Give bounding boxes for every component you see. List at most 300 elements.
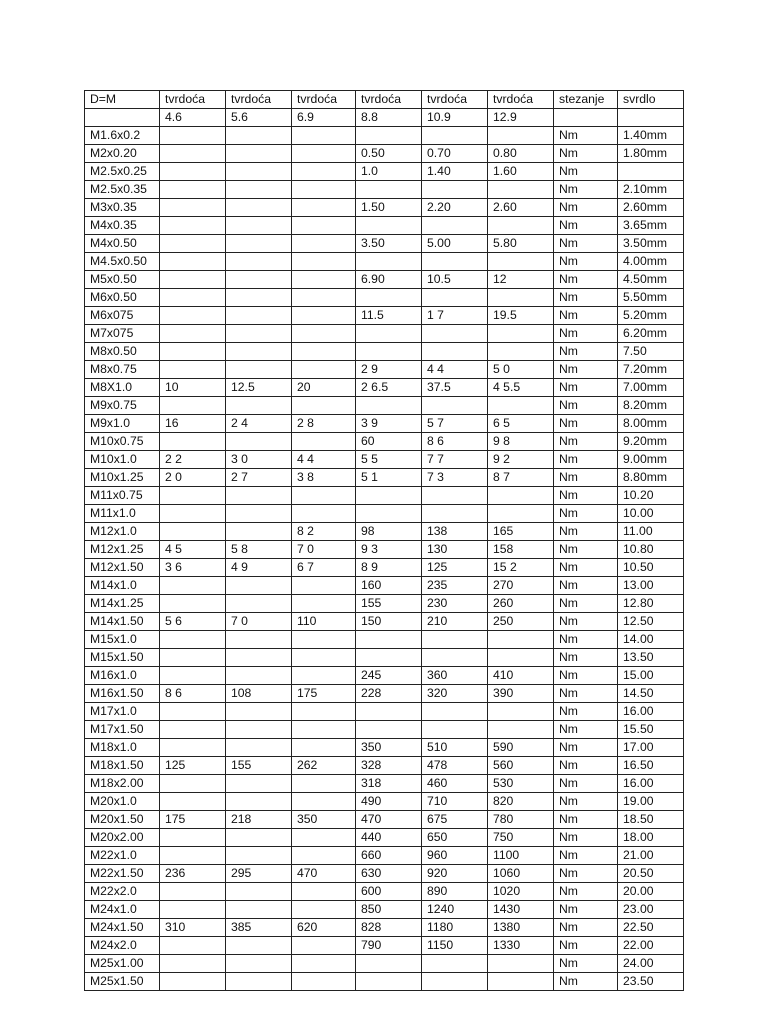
grade-6-9-cell: 8 2 xyxy=(292,523,356,541)
table-row xyxy=(85,685,684,703)
grade-8-8-cell: 11.5 xyxy=(356,307,422,325)
grade-10-9-cell: 125 xyxy=(422,559,488,577)
header-cell: tvrdoća xyxy=(292,91,356,109)
grade-5-6-cell xyxy=(226,505,292,523)
grade-6-9-cell xyxy=(292,433,356,451)
torque-unit-cell: Nm xyxy=(554,829,618,847)
grade-12-9-cell xyxy=(488,217,554,235)
drill-size-cell: 4.50mm xyxy=(618,271,684,289)
thread-size-cell: M24x1.0 xyxy=(85,901,160,919)
grade-6-9-cell xyxy=(292,883,356,901)
grade-8-8-cell: 318 xyxy=(356,775,422,793)
header-cell: svrdlo xyxy=(618,91,684,109)
grade-10-9-cell xyxy=(422,181,488,199)
drill-size-cell: 4.00mm xyxy=(618,253,684,271)
grade-cell: 10.9 xyxy=(422,109,488,127)
grade-5-6-cell: 2 7 xyxy=(226,469,292,487)
grade-5-6-cell xyxy=(226,127,292,145)
grade-12-9-cell: 9 2 xyxy=(488,451,554,469)
grade-4-6-cell xyxy=(160,667,226,685)
grade-12-9-cell xyxy=(488,343,554,361)
grade-5-6-cell xyxy=(226,667,292,685)
grade-cell: 6.9 xyxy=(292,109,356,127)
grade-6-9-cell xyxy=(292,775,356,793)
drill-size-cell: 2.10mm xyxy=(618,181,684,199)
torque-unit-cell: Nm xyxy=(554,127,618,145)
grade-5-6-cell xyxy=(226,937,292,955)
thread-size-cell: M10x1.25 xyxy=(85,469,160,487)
grade-5-6-cell xyxy=(226,343,292,361)
torque-unit-cell: Nm xyxy=(554,469,618,487)
grade-12-9-cell: 410 xyxy=(488,667,554,685)
thread-size-cell: M20x1.50 xyxy=(85,811,160,829)
thread-size-cell: M16x1.50 xyxy=(85,685,160,703)
grade-5-6-cell xyxy=(226,973,292,991)
table-row xyxy=(85,307,684,325)
grade-8-8-cell: 490 xyxy=(356,793,422,811)
grade-5-6-cell xyxy=(226,487,292,505)
thread-size-cell: M11x0.75 xyxy=(85,487,160,505)
header-cell: stezanje xyxy=(554,91,618,109)
grade-10-9-cell: 1 7 xyxy=(422,307,488,325)
grade-12-9-cell xyxy=(488,325,554,343)
table-row xyxy=(85,163,684,181)
grade-4-6-cell xyxy=(160,217,226,235)
grade-6-9-cell: 4 4 xyxy=(292,451,356,469)
table-row xyxy=(85,883,684,901)
grade-5-6-cell xyxy=(226,955,292,973)
thread-size-cell: M11x1.0 xyxy=(85,505,160,523)
drill-size-cell: 7.50 xyxy=(618,343,684,361)
grade-4-6-cell: 236 xyxy=(160,865,226,883)
table-row xyxy=(85,865,684,883)
torque-unit-cell: Nm xyxy=(554,793,618,811)
thread-size-cell: M16x1.0 xyxy=(85,667,160,685)
grade-4-6-cell xyxy=(160,577,226,595)
table-row xyxy=(85,649,684,667)
grade-8-8-cell xyxy=(356,703,422,721)
grade-10-9-cell: 675 xyxy=(422,811,488,829)
grade-8-8-cell: 1.0 xyxy=(356,163,422,181)
drill-size-cell: 18.50 xyxy=(618,811,684,829)
grade-10-9-cell xyxy=(422,973,488,991)
torque-unit-cell: Nm xyxy=(554,595,618,613)
grade-6-9-cell xyxy=(292,253,356,271)
grade-cell: 12.9 xyxy=(488,109,554,127)
grade-8-8-cell xyxy=(356,325,422,343)
grade-12-9-cell: 158 xyxy=(488,541,554,559)
grade-6-9-cell xyxy=(292,307,356,325)
grade-5-6-cell: 5 8 xyxy=(226,541,292,559)
table-row xyxy=(85,271,684,289)
thread-size-cell: M24x1.50 xyxy=(85,919,160,937)
grade-4-6-cell xyxy=(160,235,226,253)
grade-4-6-cell xyxy=(160,739,226,757)
thread-size-cell: M8X1.0 xyxy=(85,379,160,397)
grade-8-8-cell: 2 6.5 xyxy=(356,379,422,397)
torque-unit-cell: Nm xyxy=(554,559,618,577)
drill-size-cell: 21.00 xyxy=(618,847,684,865)
thread-size-cell: M6x075 xyxy=(85,307,160,325)
grade-4-6-cell xyxy=(160,937,226,955)
thread-size-cell: M8x0.50 xyxy=(85,343,160,361)
grade-8-8-cell xyxy=(356,955,422,973)
grade-6-9-cell xyxy=(292,847,356,865)
drill-size-cell: 13.50 xyxy=(618,649,684,667)
grade-5-6-cell: 3 0 xyxy=(226,451,292,469)
table-row xyxy=(85,397,684,415)
grade-4-6-cell: 310 xyxy=(160,919,226,937)
thread-size-cell: M2x0.20 xyxy=(85,145,160,163)
grade-8-8-cell: 3.50 xyxy=(356,235,422,253)
table-row xyxy=(85,739,684,757)
grade-10-9-cell: 5 7 xyxy=(422,415,488,433)
grade-10-9-cell xyxy=(422,721,488,739)
grade-8-8-cell xyxy=(356,721,422,739)
grade-10-9-cell xyxy=(422,649,488,667)
torque-unit-cell: Nm xyxy=(554,181,618,199)
grade-6-9-cell xyxy=(292,397,356,415)
grade-12-9-cell xyxy=(488,703,554,721)
grade-6-9-cell xyxy=(292,973,356,991)
grade-12-9-cell xyxy=(488,631,554,649)
grade-8-8-cell: 600 xyxy=(356,883,422,901)
table-row xyxy=(85,469,684,487)
grade-4-6-cell: 16 xyxy=(160,415,226,433)
drill-size-cell: 7.20mm xyxy=(618,361,684,379)
grade-4-6-cell xyxy=(160,523,226,541)
grade-8-8-cell: 440 xyxy=(356,829,422,847)
grade-4-6-cell xyxy=(160,847,226,865)
thread-size-cell: M18x1.0 xyxy=(85,739,160,757)
grade-5-6-cell xyxy=(226,397,292,415)
grade-6-9-cell xyxy=(292,145,356,163)
grade-12-9-cell: 12 xyxy=(488,271,554,289)
grade-8-8-cell: 160 xyxy=(356,577,422,595)
grade-12-9-cell: 4 5.5 xyxy=(488,379,554,397)
grade-8-8-cell: 790 xyxy=(356,937,422,955)
grade-6-9-cell xyxy=(292,181,356,199)
drill-size-cell: 6.20mm xyxy=(618,325,684,343)
grade-5-6-cell: 155 xyxy=(226,757,292,775)
grade-8-8-cell xyxy=(356,649,422,667)
grade-5-6-cell xyxy=(226,523,292,541)
grade-6-9-cell xyxy=(292,649,356,667)
grade-5-6-cell: 385 xyxy=(226,919,292,937)
table-row xyxy=(85,955,684,973)
grade-4-6-cell xyxy=(160,307,226,325)
grade-4-6-cell: 2 2 xyxy=(160,451,226,469)
torque-unit-cell: Nm xyxy=(554,271,618,289)
table-row xyxy=(85,343,684,361)
drill-size-cell: 15.00 xyxy=(618,667,684,685)
torque-unit-cell: Nm xyxy=(554,541,618,559)
torque-unit-cell: Nm xyxy=(554,631,618,649)
grade-8-8-cell: 3 9 xyxy=(356,415,422,433)
grade-5-6-cell xyxy=(226,793,292,811)
drill-size-cell: 8.20mm xyxy=(618,397,684,415)
torque-unit-cell: Nm xyxy=(554,523,618,541)
grade-12-9-cell xyxy=(488,955,554,973)
header-cell: D=M xyxy=(85,91,160,109)
grade-10-9-cell: 460 xyxy=(422,775,488,793)
thread-size-cell: M14x1.0 xyxy=(85,577,160,595)
grade-6-9-cell xyxy=(292,235,356,253)
drill-size-cell xyxy=(618,163,684,181)
grade-12-9-cell xyxy=(488,973,554,991)
grade-6-9-cell: 6 7 xyxy=(292,559,356,577)
thread-size-cell: M20x2.00 xyxy=(85,829,160,847)
table-row xyxy=(85,793,684,811)
thread-size-cell: M18x2.00 xyxy=(85,775,160,793)
grade-10-9-cell: 37.5 xyxy=(422,379,488,397)
drill-size-cell: 8.00mm xyxy=(618,415,684,433)
torque-unit-cell: Nm xyxy=(554,451,618,469)
grade-5-6-cell xyxy=(226,253,292,271)
thread-size-cell: M2.5x0.35 xyxy=(85,181,160,199)
grade-10-9-cell xyxy=(422,631,488,649)
drill-size-cell: 10.80 xyxy=(618,541,684,559)
torque-unit-cell: Nm xyxy=(554,847,618,865)
grade-10-9-cell xyxy=(422,397,488,415)
grade-10-9-cell xyxy=(422,253,488,271)
grade-4-6-cell xyxy=(160,721,226,739)
drill-size-cell: 23.50 xyxy=(618,973,684,991)
grade-4-6-cell: 2 0 xyxy=(160,469,226,487)
grade-8-8-cell: 1.50 xyxy=(356,199,422,217)
table-row xyxy=(85,325,684,343)
grade-10-9-cell: 138 xyxy=(422,523,488,541)
torque-unit-cell: Nm xyxy=(554,667,618,685)
table-row xyxy=(85,181,684,199)
grade-6-9-cell xyxy=(292,577,356,595)
grade-10-9-cell xyxy=(422,955,488,973)
grade-10-9-cell: 1150 xyxy=(422,937,488,955)
grade-5-6-cell xyxy=(226,883,292,901)
grade-12-9-cell: 165 xyxy=(488,523,554,541)
grade-4-6-cell xyxy=(160,775,226,793)
thread-size-cell: M4x0.50 xyxy=(85,235,160,253)
thread-size-cell: M5x0.50 xyxy=(85,271,160,289)
table-row xyxy=(85,433,684,451)
torque-unit-cell: Nm xyxy=(554,955,618,973)
grade-12-9-cell xyxy=(488,253,554,271)
grade-10-9-cell: 7 7 xyxy=(422,451,488,469)
grade-cell: 8.8 xyxy=(356,109,422,127)
thread-size-cell: M17x1.0 xyxy=(85,703,160,721)
grade-5-6-cell xyxy=(226,847,292,865)
grade-10-9-cell: 1240 xyxy=(422,901,488,919)
grade-cell: 4.6 xyxy=(160,109,226,127)
grade-12-9-cell: 250 xyxy=(488,613,554,631)
thread-size-cell: M25x1.00 xyxy=(85,955,160,973)
grade-6-9-cell xyxy=(292,163,356,181)
grade-4-6-cell xyxy=(160,361,226,379)
grade-6-9-cell xyxy=(292,955,356,973)
grade-10-9-cell: 10.5 xyxy=(422,271,488,289)
grade-4-6-cell xyxy=(160,325,226,343)
grade-8-8-cell xyxy=(356,289,422,307)
grade-8-8-cell: 350 xyxy=(356,739,422,757)
table-row xyxy=(85,199,684,217)
grade-8-8-cell: 245 xyxy=(356,667,422,685)
grade-6-9-cell: 2 8 xyxy=(292,415,356,433)
table-row xyxy=(85,235,684,253)
torque-unit-cell: Nm xyxy=(554,613,618,631)
drill-size-cell: 14.50 xyxy=(618,685,684,703)
grade-6-9-cell xyxy=(292,217,356,235)
thread-size-cell: M22x1.0 xyxy=(85,847,160,865)
thread-size-cell: M4.5x0.50 xyxy=(85,253,160,271)
torque-unit-cell: Nm xyxy=(554,811,618,829)
grade-5-6-cell xyxy=(226,433,292,451)
table-row xyxy=(85,613,684,631)
grade-12-9-cell: 560 xyxy=(488,757,554,775)
grade-8-8-cell: 6.90 xyxy=(356,271,422,289)
table-row xyxy=(85,937,684,955)
grade-10-9-cell: 890 xyxy=(422,883,488,901)
drill-size-cell: 14.00 xyxy=(618,631,684,649)
grade-5-6-cell xyxy=(226,289,292,307)
grade-4-6-cell xyxy=(160,397,226,415)
grade-8-8-cell xyxy=(356,973,422,991)
thread-size-cell: M2.5x0.25 xyxy=(85,163,160,181)
drill-size-cell: 5.20mm xyxy=(618,307,684,325)
grade-4-6-cell xyxy=(160,595,226,613)
torque-unit-cell: Nm xyxy=(554,253,618,271)
grade-cell: 5.6 xyxy=(226,109,292,127)
grade-5-6-cell xyxy=(226,595,292,613)
grade-4-6-cell xyxy=(160,127,226,145)
drill-size-cell: 7.00mm xyxy=(618,379,684,397)
grade-5-6-cell: 295 xyxy=(226,865,292,883)
header-row xyxy=(85,91,684,109)
bolt-torque-table xyxy=(84,90,684,991)
grade-6-9-cell xyxy=(292,937,356,955)
torque-unit-cell: Nm xyxy=(554,415,618,433)
grade-8-8-cell xyxy=(356,487,422,505)
torque-unit-cell: Nm xyxy=(554,757,618,775)
grade-10-9-cell: 235 xyxy=(422,577,488,595)
grade-12-9-cell: 590 xyxy=(488,739,554,757)
grade-12-9-cell xyxy=(488,721,554,739)
grade-12-9-cell: 9 8 xyxy=(488,433,554,451)
grade-8-8-cell xyxy=(356,181,422,199)
grade-8-8-cell: 9 3 xyxy=(356,541,422,559)
torque-unit-cell: Nm xyxy=(554,901,618,919)
torque-unit-cell: Nm xyxy=(554,649,618,667)
drill-size-cell: 15.50 xyxy=(618,721,684,739)
thread-size-cell: M6x0.50 xyxy=(85,289,160,307)
grade-8-8-cell: 5 5 xyxy=(356,451,422,469)
torque-unit-cell: Nm xyxy=(554,145,618,163)
grade-10-9-cell xyxy=(422,487,488,505)
grade-6-9-cell xyxy=(292,703,356,721)
grade-12-9-cell: 15 2 xyxy=(488,559,554,577)
drill-size-cell: 22.00 xyxy=(618,937,684,955)
torque-unit-cell: Nm xyxy=(554,307,618,325)
table-row xyxy=(85,973,684,991)
grade-12-9-cell xyxy=(488,289,554,307)
grade-8-8-cell xyxy=(356,127,422,145)
table-row xyxy=(85,595,684,613)
table-row xyxy=(85,811,684,829)
table-row xyxy=(85,775,684,793)
grade-12-9-cell: 820 xyxy=(488,793,554,811)
grade-12-9-cell xyxy=(488,487,554,505)
drill-size-cell: 20.50 xyxy=(618,865,684,883)
grade-6-9-cell xyxy=(292,667,356,685)
thread-size-cell: M12x1.50 xyxy=(85,559,160,577)
grade-10-9-cell xyxy=(422,289,488,307)
grade-10-9-cell: 320 xyxy=(422,685,488,703)
grade-cell xyxy=(618,109,684,127)
grade-12-9-cell: 270 xyxy=(488,577,554,595)
grade-8-8-cell xyxy=(356,397,422,415)
drill-size-cell: 16.50 xyxy=(618,757,684,775)
grade-10-9-cell: 650 xyxy=(422,829,488,847)
grade-12-9-cell: 1430 xyxy=(488,901,554,919)
torque-unit-cell: Nm xyxy=(554,379,618,397)
grade-4-6-cell xyxy=(160,145,226,163)
grade-12-9-cell: 0.80 xyxy=(488,145,554,163)
torque-unit-cell: Nm xyxy=(554,685,618,703)
grade-5-6-cell xyxy=(226,703,292,721)
grade-8-8-cell: 328 xyxy=(356,757,422,775)
torque-unit-cell: Nm xyxy=(554,865,618,883)
thread-size-cell: M9x1.0 xyxy=(85,415,160,433)
grade-10-9-cell xyxy=(422,505,488,523)
grade-4-6-cell xyxy=(160,343,226,361)
grade-8-8-cell: 660 xyxy=(356,847,422,865)
drill-size-cell: 10.20 xyxy=(618,487,684,505)
grade-12-9-cell: 8 7 xyxy=(488,469,554,487)
grade-4-6-cell: 10 xyxy=(160,379,226,397)
grade-4-6-cell: 5 6 xyxy=(160,613,226,631)
thread-size-cell: M25x1.50 xyxy=(85,973,160,991)
thread-size-cell: M8x0.75 xyxy=(85,361,160,379)
thread-size-cell: M3x0.35 xyxy=(85,199,160,217)
torque-unit-cell: Nm xyxy=(554,883,618,901)
grade-5-6-cell xyxy=(226,163,292,181)
table-row xyxy=(85,667,684,685)
grade-4-6-cell xyxy=(160,793,226,811)
grade-12-9-cell: 2.60 xyxy=(488,199,554,217)
grade-5-6-cell xyxy=(226,739,292,757)
drill-size-cell: 3.65mm xyxy=(618,217,684,235)
thread-size-cell: M17x1.50 xyxy=(85,721,160,739)
thread-size-cell: M15x1.0 xyxy=(85,631,160,649)
grade-6-9-cell xyxy=(292,739,356,757)
grade-10-9-cell: 7 3 xyxy=(422,469,488,487)
grade-8-8-cell: 470 xyxy=(356,811,422,829)
thread-size-cell: M24x2.0 xyxy=(85,937,160,955)
drill-size-cell: 10.00 xyxy=(618,505,684,523)
grade-12-9-cell: 19.5 xyxy=(488,307,554,325)
grade-5-6-cell: 4 9 xyxy=(226,559,292,577)
table-row xyxy=(85,289,684,307)
torque-unit-cell: Nm xyxy=(554,217,618,235)
thread-size-cell: M9x0.75 xyxy=(85,397,160,415)
grade-4-6-cell xyxy=(160,955,226,973)
grade-12-9-cell: 1.60 xyxy=(488,163,554,181)
thread-size-cell: M22x2.0 xyxy=(85,883,160,901)
torque-unit-cell: Nm xyxy=(554,505,618,523)
grade-5-6-cell xyxy=(226,271,292,289)
drill-size-cell: 3.50mm xyxy=(618,235,684,253)
grade-5-6-cell xyxy=(226,721,292,739)
table-row xyxy=(85,829,684,847)
